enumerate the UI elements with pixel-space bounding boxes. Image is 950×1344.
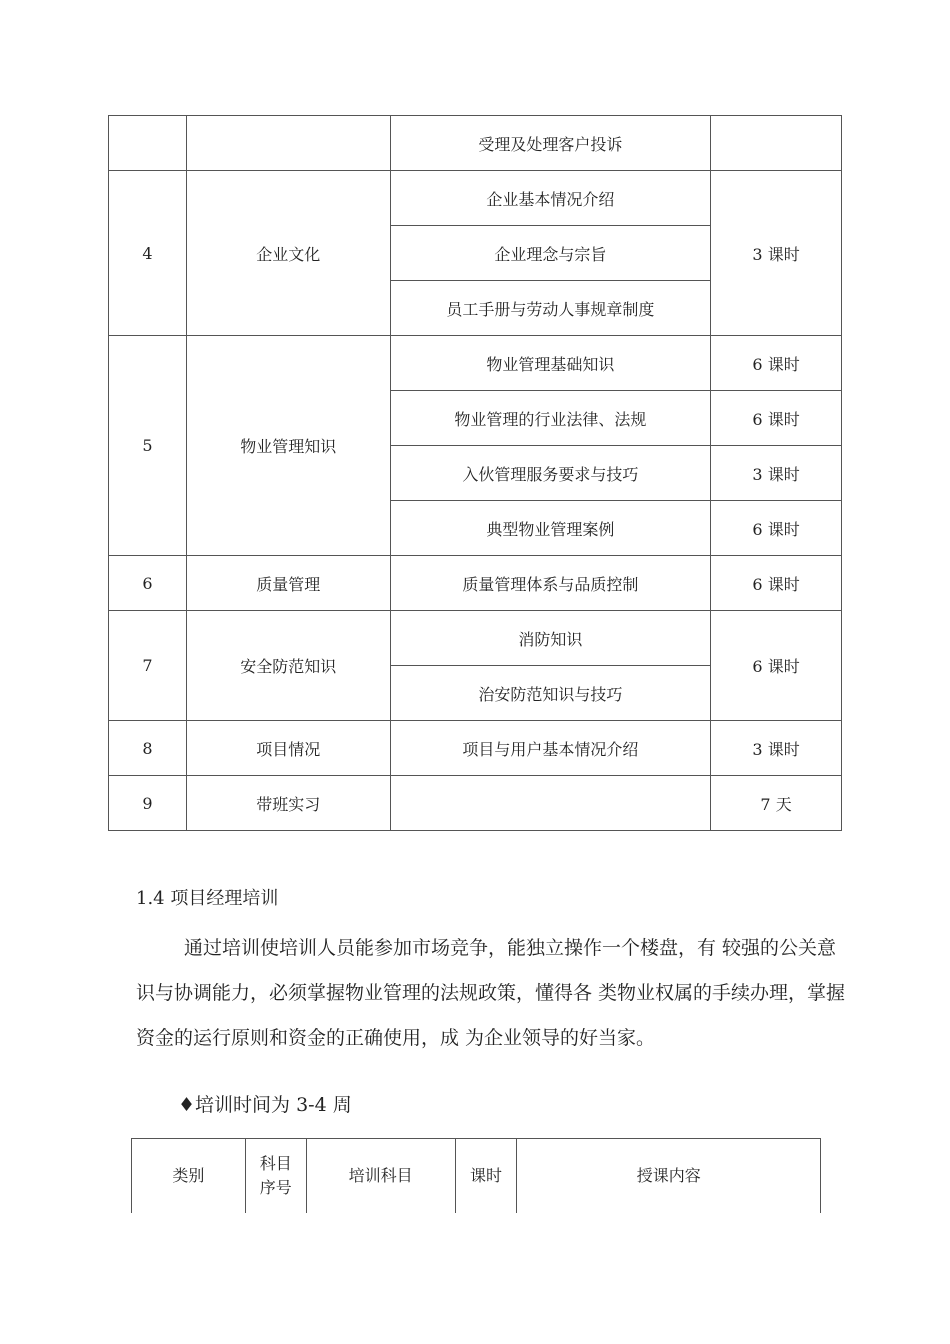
- course-hours: [711, 116, 842, 171]
- course-content: 质量管理体系与品质控制: [390, 556, 711, 611]
- course-category: 带班实习: [186, 776, 390, 831]
- table-row: [109, 556, 842, 611]
- header-content: 授课内容: [517, 1139, 821, 1214]
- course-number: 8: [109, 721, 187, 776]
- course-hours: 3 课时: [711, 721, 842, 776]
- course-hours: 3 课时: [711, 171, 842, 336]
- table-row: [109, 171, 842, 226]
- table-row: [109, 721, 842, 776]
- course-content: 受理及处理客户投诉: [390, 116, 711, 171]
- course-hours: 3 课时: [711, 446, 842, 501]
- course-content: 项目与用户基本情况介绍: [390, 721, 711, 776]
- table-row: [109, 776, 842, 831]
- course-number: [109, 116, 187, 171]
- course-category: 质量管理: [186, 556, 390, 611]
- course-content: 物业管理基础知识: [390, 336, 711, 391]
- table-row: [109, 611, 842, 666]
- course-content: 典型物业管理案例: [390, 501, 711, 556]
- course-category: [186, 116, 390, 171]
- course-hours: 6 课时: [711, 336, 842, 391]
- course-content: 消防知识: [390, 611, 711, 666]
- course-hours: 6 课时: [711, 611, 842, 721]
- course-content: 治安防范知识与技巧: [390, 666, 711, 721]
- manager-training-table: [131, 1138, 821, 1213]
- course-content: 企业基本情况介绍: [390, 171, 711, 226]
- course-number: 5: [109, 336, 187, 556]
- course-content: 企业理念与宗旨: [390, 226, 711, 281]
- training-duration-note: ♦培训时间为 3-4 周: [178, 1094, 352, 1116]
- table-row: [109, 116, 842, 171]
- course-hours: 6 课时: [711, 391, 842, 446]
- course-category: 物业管理知识: [186, 336, 390, 556]
- header-category: 类别: [132, 1139, 246, 1214]
- course-content: 物业管理的行业法律、法规: [390, 391, 711, 446]
- course-content: [390, 776, 711, 831]
- header-subject: 培训科目: [306, 1139, 455, 1214]
- course-hours: 6 课时: [711, 501, 842, 556]
- header-subject-number: 科目 序号: [245, 1139, 306, 1214]
- section-paragraph: 通过培训使培训人员能参加市场竞争，能独立操作一个楼盘，有 较强的公关意识与协调能力，必须掌握物业管理的法规政策，懂得各 类物业权属的手续办理，掌握资金的运行原则和资金的正确使用，成 为企业领导的好当家。: [136, 937, 846, 1049]
- course-number: 4: [109, 171, 187, 336]
- course-number: 7: [109, 611, 187, 721]
- course-category: 企业文化: [186, 171, 390, 336]
- course-content: 入伙管理服务要求与技巧: [390, 446, 711, 501]
- section-title: 1.4 项目经理培训: [136, 888, 279, 909]
- course-content: 员工手册与劳动人事规章制度: [390, 281, 711, 336]
- table-row: [109, 336, 842, 391]
- course-number: 9: [109, 776, 187, 831]
- training-schedule-table: [108, 115, 842, 831]
- course-category: 项目情况: [186, 721, 390, 776]
- table-header-row: [132, 1139, 821, 1214]
- course-category: 安全防范知识: [186, 611, 390, 721]
- header-hours: 课时: [455, 1139, 517, 1214]
- course-hours: 7 天: [711, 776, 842, 831]
- course-hours: 6 课时: [711, 556, 842, 611]
- course-number: 6: [109, 556, 187, 611]
